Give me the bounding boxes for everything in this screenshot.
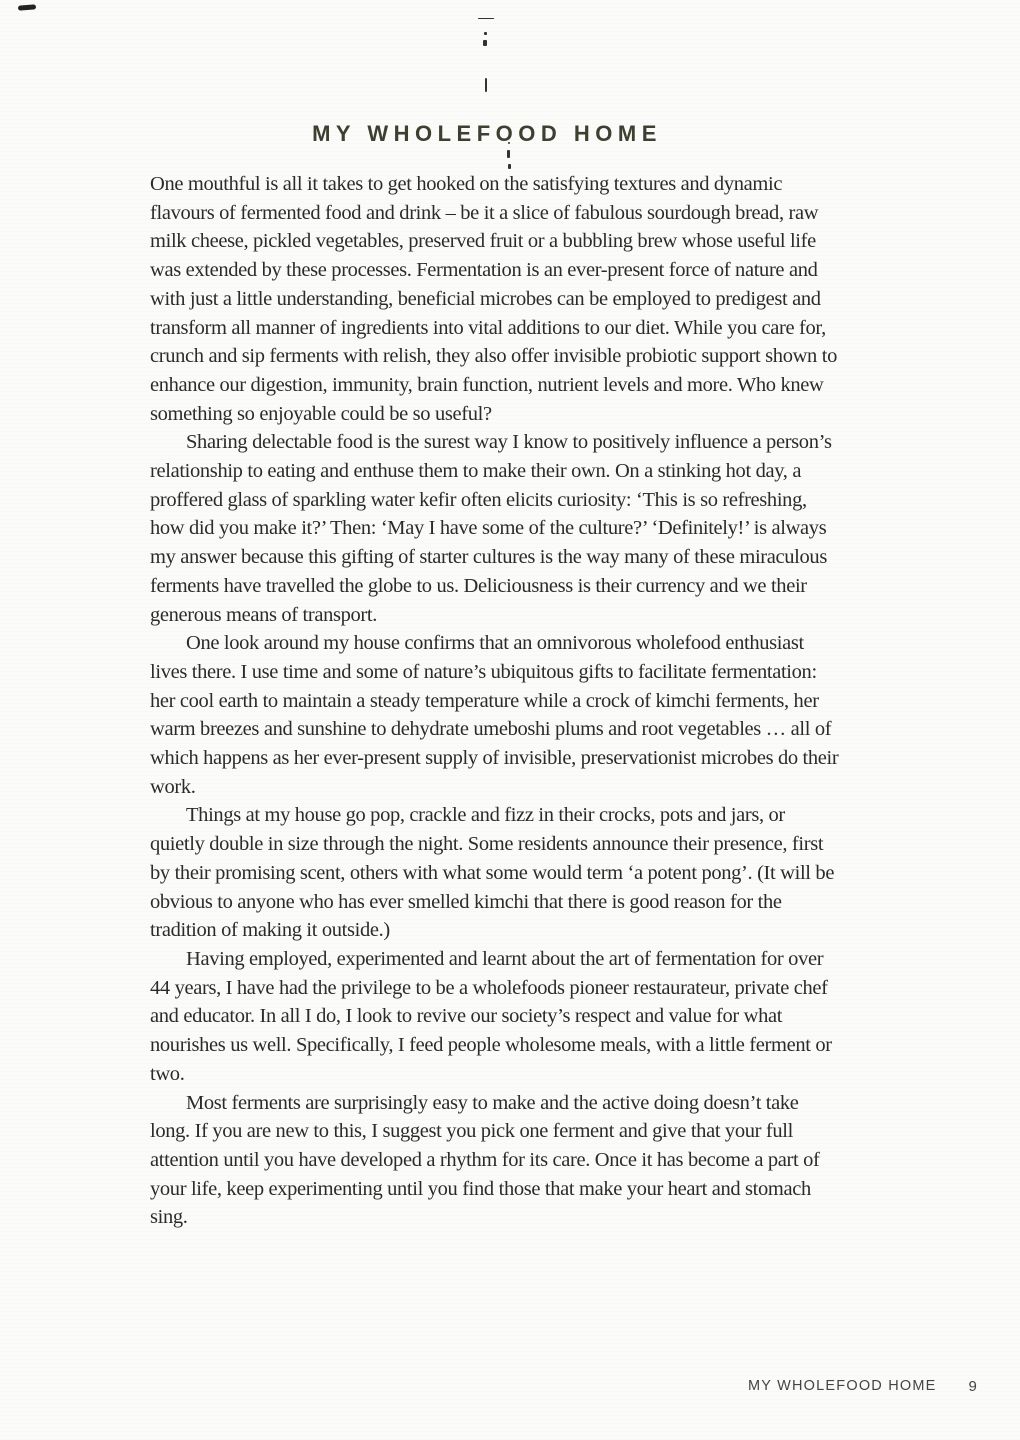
paragraph: One look around my house confirms that an omnivorous wholefood enthusiast lives there. I use time and some of nature’s ubiquitous gifts to facilitate fermentation: her cool earth to maintain a steady temperature while a crock of kimchi ferments, her warm breezes and sunshine to dehydrate umeboshi plums and root vegetables … all of which happens as her ever-present supply of invisible, preservationist microbes do their work. [150,632,839,798]
scan-artifact-mark [18,4,36,10]
body-text [150,170,840,1232]
paragraph: Things at my house go pop, crackle and fizz in their crocks, pots and jars, or quietly double in size through the night. Some residents announce their presence, first by their promising scent, others with what some would term ‘a potent pong’. (It will be obvious to anyone who has ever smelled kimchi that there is good reason for the tradition of making it outside.) [150,804,835,942]
page-title: MY WHOLEFOOD HOME [312,120,662,146]
page-footer [748,1378,977,1395]
paragraph: One mouthful is all it takes to get hooked on the satisfying textures and dynamic flavours of fermented food and drink – be it a slice of fabulous sourdough bread, raw milk cheese, pickled vegetables, preserved fruit or a bubbling brew whose useful life was extended by these processes. Fermentation is an ever-present force of nature and with just a little understanding, beneficial microbes can be employed to predigest and transform all manner of ingredients into vital additions to our diet. While you care for, crunch and sip ferments with relish, they also offer invisible probiotic support shown to enhance our digestion, immunity, brain function, nutrient levels and more. Who knew something so enjoyable could be so useful? [150,173,837,425]
page-number: 9 [968,1378,977,1395]
scan-artifact-specks [476,18,516,178]
paragraph: Most ferments are surprisingly easy to make and the active doing doesn’t take long. If you are new to this, I suggest you pick one ferment and give that your full attention until you have developed a rhythm for its care. Once it has become a part of your life, keep experimenting until you find those that make your heart and stomach sing. [150,1091,820,1229]
paragraph: Having employed, experimented and learnt about the art of fermentation for over 44 years, I have had the privilege to be a wholefoods pioneer restaurateur, private chef and educator. In all I do, I look to revive our society’s respect and value for what nourishes us well. Specifically, I feed people wholesome meals, with a little ferment or two. [150,947,832,1085]
paragraph: Sharing delectable food is the surest way I know to positively influence a person’s relationship to eating and enthuse them to make their own. On a stinking hot day, a proffered glass of sparkling water kefir often elicits curiosity: ‘This is so refreshing, how did you make it?’ Then: ‘May I have some of the culture?’ ‘Definitely!’ is always my answer because this gifting of starter cultures is the way many of these miraculous ferments have travelled the globe to us. Deliciousness is their currency and we their generous means of transport. [150,431,832,626]
running-head: MY WHOLEFOOD HOME [748,1378,937,1394]
